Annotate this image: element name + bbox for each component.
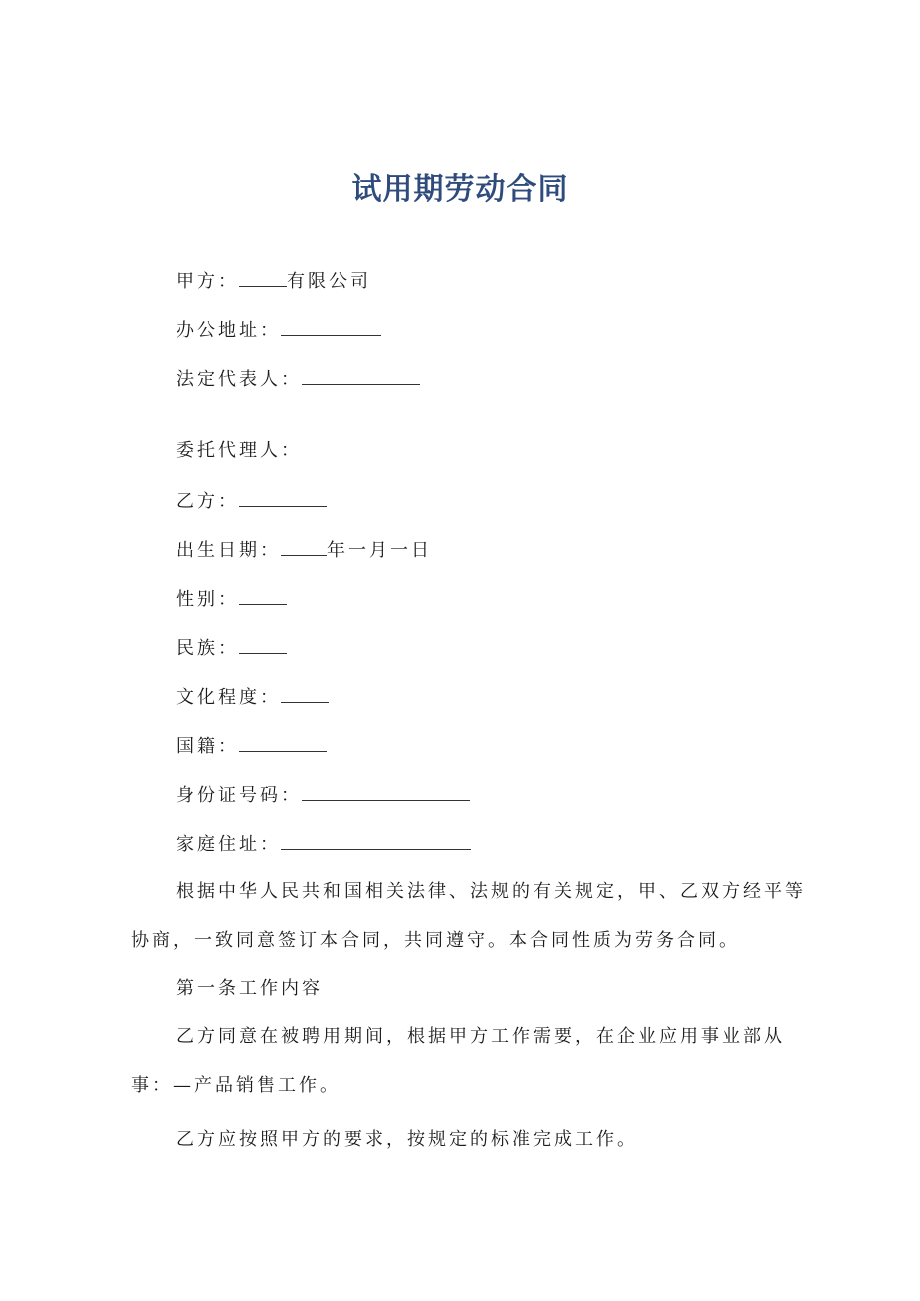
party-a-line [176, 268, 371, 294]
article-1-p1-line-1: 乙方同意在被聘用期间，根据甲方工作需要，在企业应用事业部从 [176, 1026, 785, 1047]
birth-date-line [176, 537, 432, 563]
ethnicity-line [176, 635, 287, 661]
birth-date-blank [281, 537, 327, 556]
gender-label: 性别： [176, 589, 239, 610]
gender-line [176, 586, 287, 612]
document-title: 试用期劳动合同 [351, 172, 569, 207]
legal-rep-blank [302, 366, 420, 385]
intro-line-1: 根据中华人民共和国相关法律、法规的有关规定，甲、乙双方经平等 [176, 881, 806, 902]
office-address-blank [281, 317, 381, 336]
nationality-line [176, 733, 327, 759]
id-number-blank [302, 782, 470, 801]
id-number-label: 身份证号码： [176, 785, 302, 806]
home-address-label: 家庭住址： [176, 834, 281, 855]
party-b-label: 乙方： [176, 491, 239, 512]
home-address-line [176, 831, 471, 857]
party-a-blank [239, 268, 287, 287]
office-address-label: 办公地址： [176, 320, 281, 341]
party-b-blank [239, 488, 327, 507]
article-1-heading: 第一条工作内容 [176, 978, 323, 999]
ethnicity-blank [239, 635, 287, 654]
education-blank [281, 684, 329, 703]
gender-blank [239, 586, 287, 605]
party-a-suffix: 有限公司 [287, 271, 371, 292]
article-1-p2: 乙方应按照甲方的要求，按规定的标准完成工作。 [176, 1129, 638, 1150]
agent-label: 委托代理人： [176, 440, 302, 461]
birth-date-label: 出生日期： [176, 540, 281, 561]
education-label: 文化程度： [176, 687, 281, 708]
office-address-line [176, 317, 381, 343]
ethnicity-label: 民族： [176, 638, 239, 659]
education-line [176, 684, 329, 710]
party-b-line [176, 488, 327, 514]
nationality-label: 国籍： [176, 736, 239, 757]
intro-line-2: 协商，一致同意签订本合同，共同遵守。本合同性质为劳务合同。 [131, 930, 740, 951]
article-1-p1-line-2: 事：—产品销售工作。 [131, 1075, 341, 1096]
nationality-blank [239, 733, 327, 752]
legal-rep-line [176, 366, 420, 392]
home-address-blank [281, 831, 471, 850]
party-a-label: 甲方： [176, 271, 239, 292]
agent-line [176, 439, 302, 463]
id-number-line [176, 782, 470, 808]
birth-date-suffix: 年一月一日 [327, 540, 432, 561]
legal-rep-label: 法定代表人： [176, 369, 302, 390]
